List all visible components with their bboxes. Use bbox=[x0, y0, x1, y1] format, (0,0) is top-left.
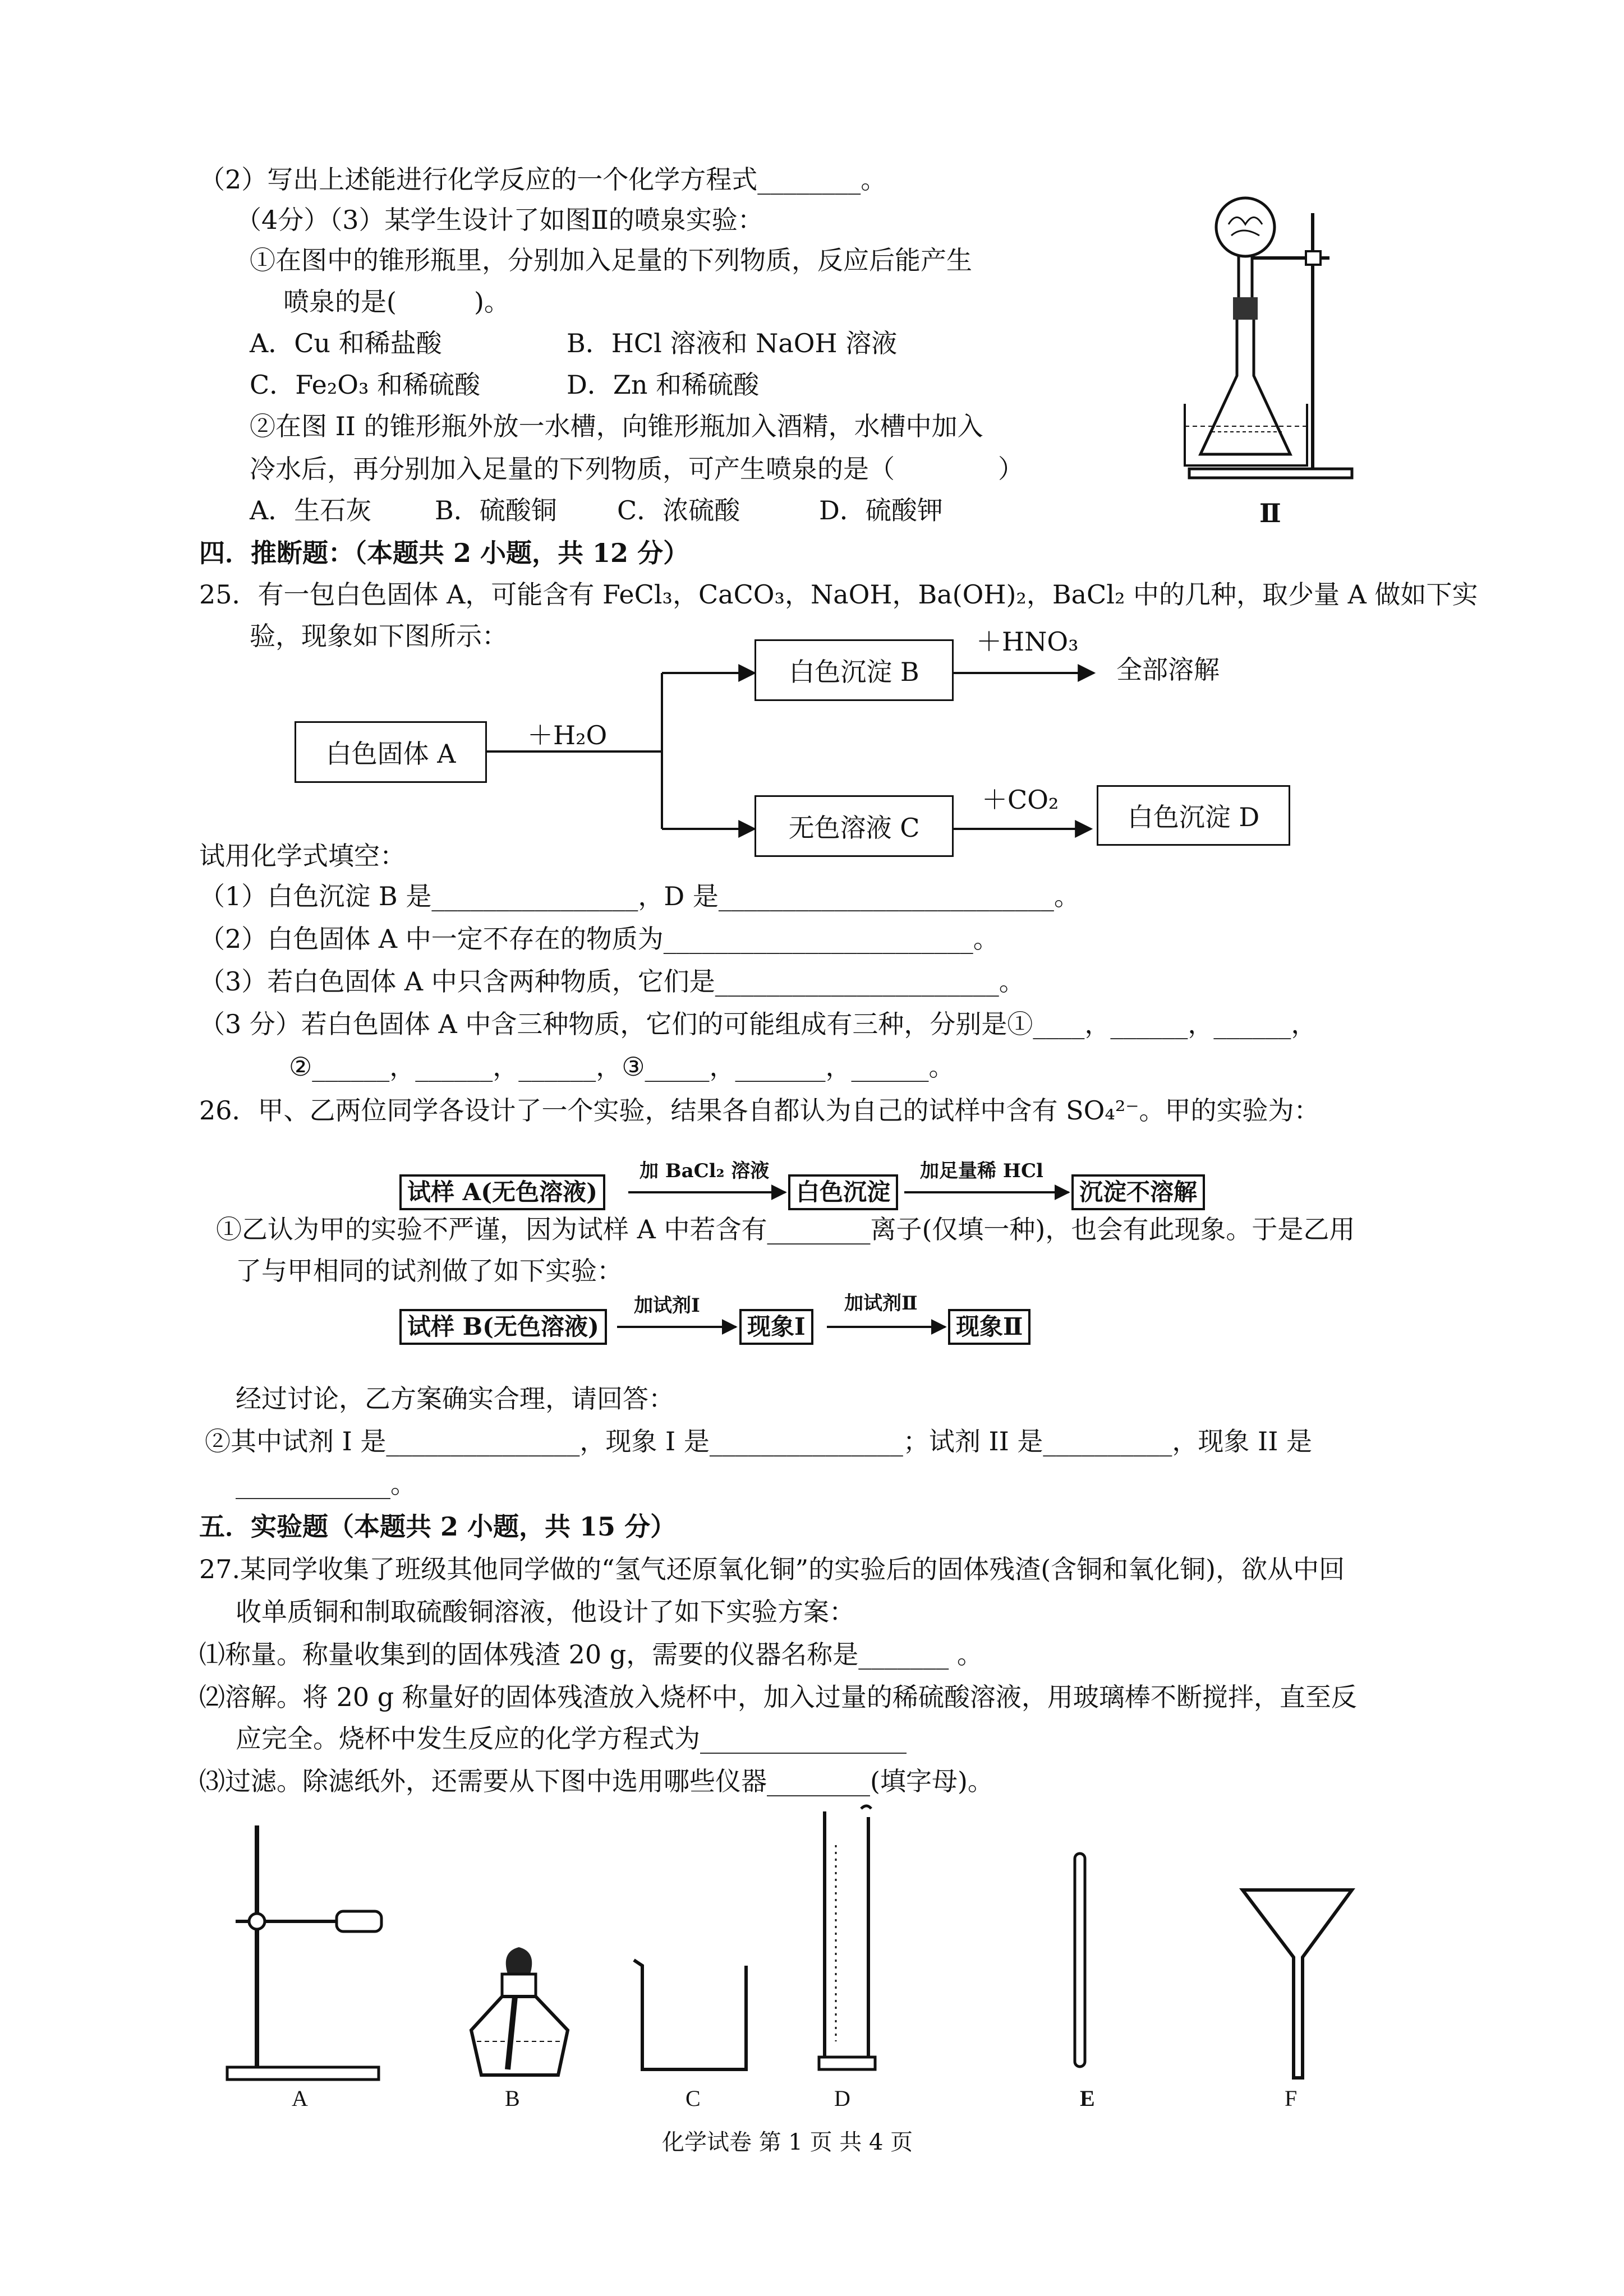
q25-part2: （2）白色固体 A 中一定不存在的物质为________________________。 bbox=[199, 924, 999, 954]
q24-part2: （2）写出上述能进行化学反应的一个化学方程式________。 bbox=[199, 164, 887, 195]
q25-line2: 验，现象如下图所示： bbox=[250, 621, 508, 651]
beaker-icon bbox=[634, 1960, 746, 2069]
q27-line2: 收单质铜和制取硫酸铜溶液，他设计了如下实验方案： bbox=[236, 1597, 855, 1627]
q25-part1: （1）白色沉淀 B 是________________，D 是__________________________。 bbox=[199, 881, 1080, 911]
flow-white-precipitate-d: 白色沉淀 D bbox=[1097, 785, 1290, 846]
section4-heading: 四．推断题：（本题共 2 小题，共 12 分） bbox=[199, 538, 689, 568]
apparatus-label-e: E bbox=[1080, 2086, 1095, 2111]
q25-fill-instruction: 试用化学式填空： bbox=[199, 841, 406, 871]
page-footer: 化学试卷 第 1 页 共 4 页 bbox=[662, 2129, 913, 2155]
q24-sub1-line2: 喷泉的是( )。 bbox=[283, 287, 510, 317]
flow1-white-precipitate: 白色沉淀 bbox=[788, 1174, 898, 1210]
q24-option-c: C．Fe₂O₃ 和稀硫酸 bbox=[250, 370, 481, 400]
flow-label-add-co2: ＋CO₂ bbox=[982, 785, 1059, 815]
q24-part3: （4分）（3）某学生设计了如图Ⅱ的喷泉实验： bbox=[236, 205, 763, 235]
q24-option2-d: D．硫酸钾 bbox=[819, 495, 943, 525]
q26-line1: 26．甲、乙两位同学各设计了一个实验，结果各自都认为自己的试样中含有 SO₄²⁻。甲的实验为： bbox=[199, 1095, 1320, 1126]
apparatus-label-d: D bbox=[834, 2086, 850, 2111]
fountain-apparatus-figure bbox=[1178, 191, 1369, 494]
iron-stand-icon bbox=[227, 1825, 381, 2080]
apparatus-label-f: F bbox=[1285, 2086, 1298, 2111]
flow-white-precipitate-b: 白色沉淀 B bbox=[755, 639, 954, 701]
apparatus-label-b: B bbox=[505, 2086, 520, 2111]
q27-step1: ⑴称量。称量收集到的固体残渣 20 g，需要的仪器名称是_______ 。 bbox=[199, 1639, 983, 1670]
q24-option2-b: B．硫酸铜 bbox=[435, 495, 557, 525]
flow1-label-add-bacl2: 加 BaCl₂ 溶液 bbox=[640, 1160, 770, 1182]
apparatus-label-c: C bbox=[686, 2086, 701, 2111]
funnel-icon bbox=[1243, 1890, 1352, 2078]
flow1-insoluble: 沉淀不溶解 bbox=[1071, 1174, 1205, 1210]
q26-discussion: 经过讨论，乙方案确实合理，请回答： bbox=[236, 1384, 674, 1414]
q25-part3: （3）若白色固体 A 中只含两种物质，它们是______________________。 bbox=[199, 966, 1025, 997]
flow2-label-reagent2: 加试剂Ⅱ bbox=[844, 1292, 918, 1315]
flow1-label-add-hcl: 加足量稀 HCl bbox=[920, 1160, 1043, 1182]
q25-line1: 25．有一包白色固体 A，可能含有 FeCl₃，CaCO₃，NaOH，Ba(OH)₂，BaCl₂ 中的几种，取少量 A 做如下实 bbox=[199, 579, 1478, 610]
q26-step1-line1: ①乙认为甲的实验不严谨，因为试样 A 中若含有________离子(仅填一种)，也会有此现象。于是乙用 bbox=[216, 1214, 1355, 1244]
flow2-label-reagent1: 加试剂Ⅰ bbox=[634, 1294, 700, 1317]
apparatus-label-a: A bbox=[292, 2086, 308, 2111]
flow-label-add-water: ＋H₂O bbox=[527, 720, 608, 750]
graduated-cylinder-icon bbox=[819, 1806, 875, 2069]
q24-sub1-line1: ①在图中的锥形瓶里，分别加入足量的下列物质，反应后能产生 bbox=[250, 245, 972, 275]
section5-heading: 五．实验题（本题共 2 小题，共 15 分） bbox=[199, 1511, 677, 1542]
q27-step2-line1: ⑵溶解。将 20 g 称量好的固体残渣放入烧杯中，加入过量的稀硫酸溶液，用玻璃棒不断搅拌，直至反 bbox=[199, 1682, 1357, 1712]
glass-rod-icon bbox=[1075, 1854, 1085, 2067]
q24-sub2-line2: 冷水后，再分别加入足量的下列物质，可产生喷泉的是（ ） bbox=[250, 454, 1024, 484]
q27-step3: ⑶过滤。除滤纸外，还需要从下图中选用哪些仪器________(填字母)。 bbox=[199, 1766, 993, 1796]
q24-option-a: A．Cu 和稀盐酸 bbox=[250, 328, 442, 358]
q27-line1: 27.某同学收集了班级其他同学做的“氢气还原氧化铜”的实验后的固体残渣(含铜和氧化铜)，欲从中回 bbox=[199, 1554, 1345, 1584]
flow1-sample-a: 试样 A(无色溶液) bbox=[399, 1174, 605, 1210]
q26-step2-line1: ②其中试剂 I 是_______________，现象 I 是_______________；试剂 II 是__________，现象 II 是 bbox=[205, 1426, 1313, 1456]
flow2-phenomenon2: 现象Ⅱ bbox=[948, 1309, 1030, 1345]
q24-sub2-line1: ②在图 II 的锥形瓶外放一水槽，向锥形瓶加入酒精，水槽中加入 bbox=[250, 411, 983, 441]
q26-step2-line2: ____________。 bbox=[236, 1469, 416, 1499]
q24-option-d: D．Zn 和稀硫酸 bbox=[567, 370, 760, 400]
figure-ii-label: Ⅱ bbox=[1259, 498, 1281, 528]
q24-option2-c: C．浓硫酸 bbox=[617, 495, 740, 525]
q24-option-b: B．HCl 溶液和 NaOH 溶液 bbox=[567, 328, 898, 358]
q25-part4-line2: ②______，______，______，③_____，_______，______。 bbox=[289, 1052, 955, 1082]
q26-step1-line2: 了与甲相同的试剂做了如下实验： bbox=[236, 1256, 623, 1286]
flow-all-dissolved: 全部溶解 bbox=[1116, 654, 1220, 685]
flow2-sample-b: 试样 B(无色溶液) bbox=[399, 1309, 607, 1345]
alcohol-lamp-icon bbox=[471, 1947, 568, 2075]
flow-colorless-solution-c: 无色溶液 C bbox=[755, 795, 954, 857]
flow2-phenomenon1: 现象Ⅰ bbox=[739, 1309, 813, 1345]
flow-white-solid-a: 白色固体 A bbox=[295, 721, 487, 783]
q24-option2-a: A．生石灰 bbox=[250, 495, 372, 525]
q25-part4-line1: （3 分）若白色固体 A 中含三种物质，它们的可能组成有三种，分别是①____，______，______， bbox=[199, 1009, 1317, 1039]
flow-label-add-hno3: ＋HNO₃ bbox=[976, 626, 1079, 657]
q27-step2-line2: 应完全。烧杯中发生反应的化学方程式为________________ bbox=[236, 1723, 907, 1754]
